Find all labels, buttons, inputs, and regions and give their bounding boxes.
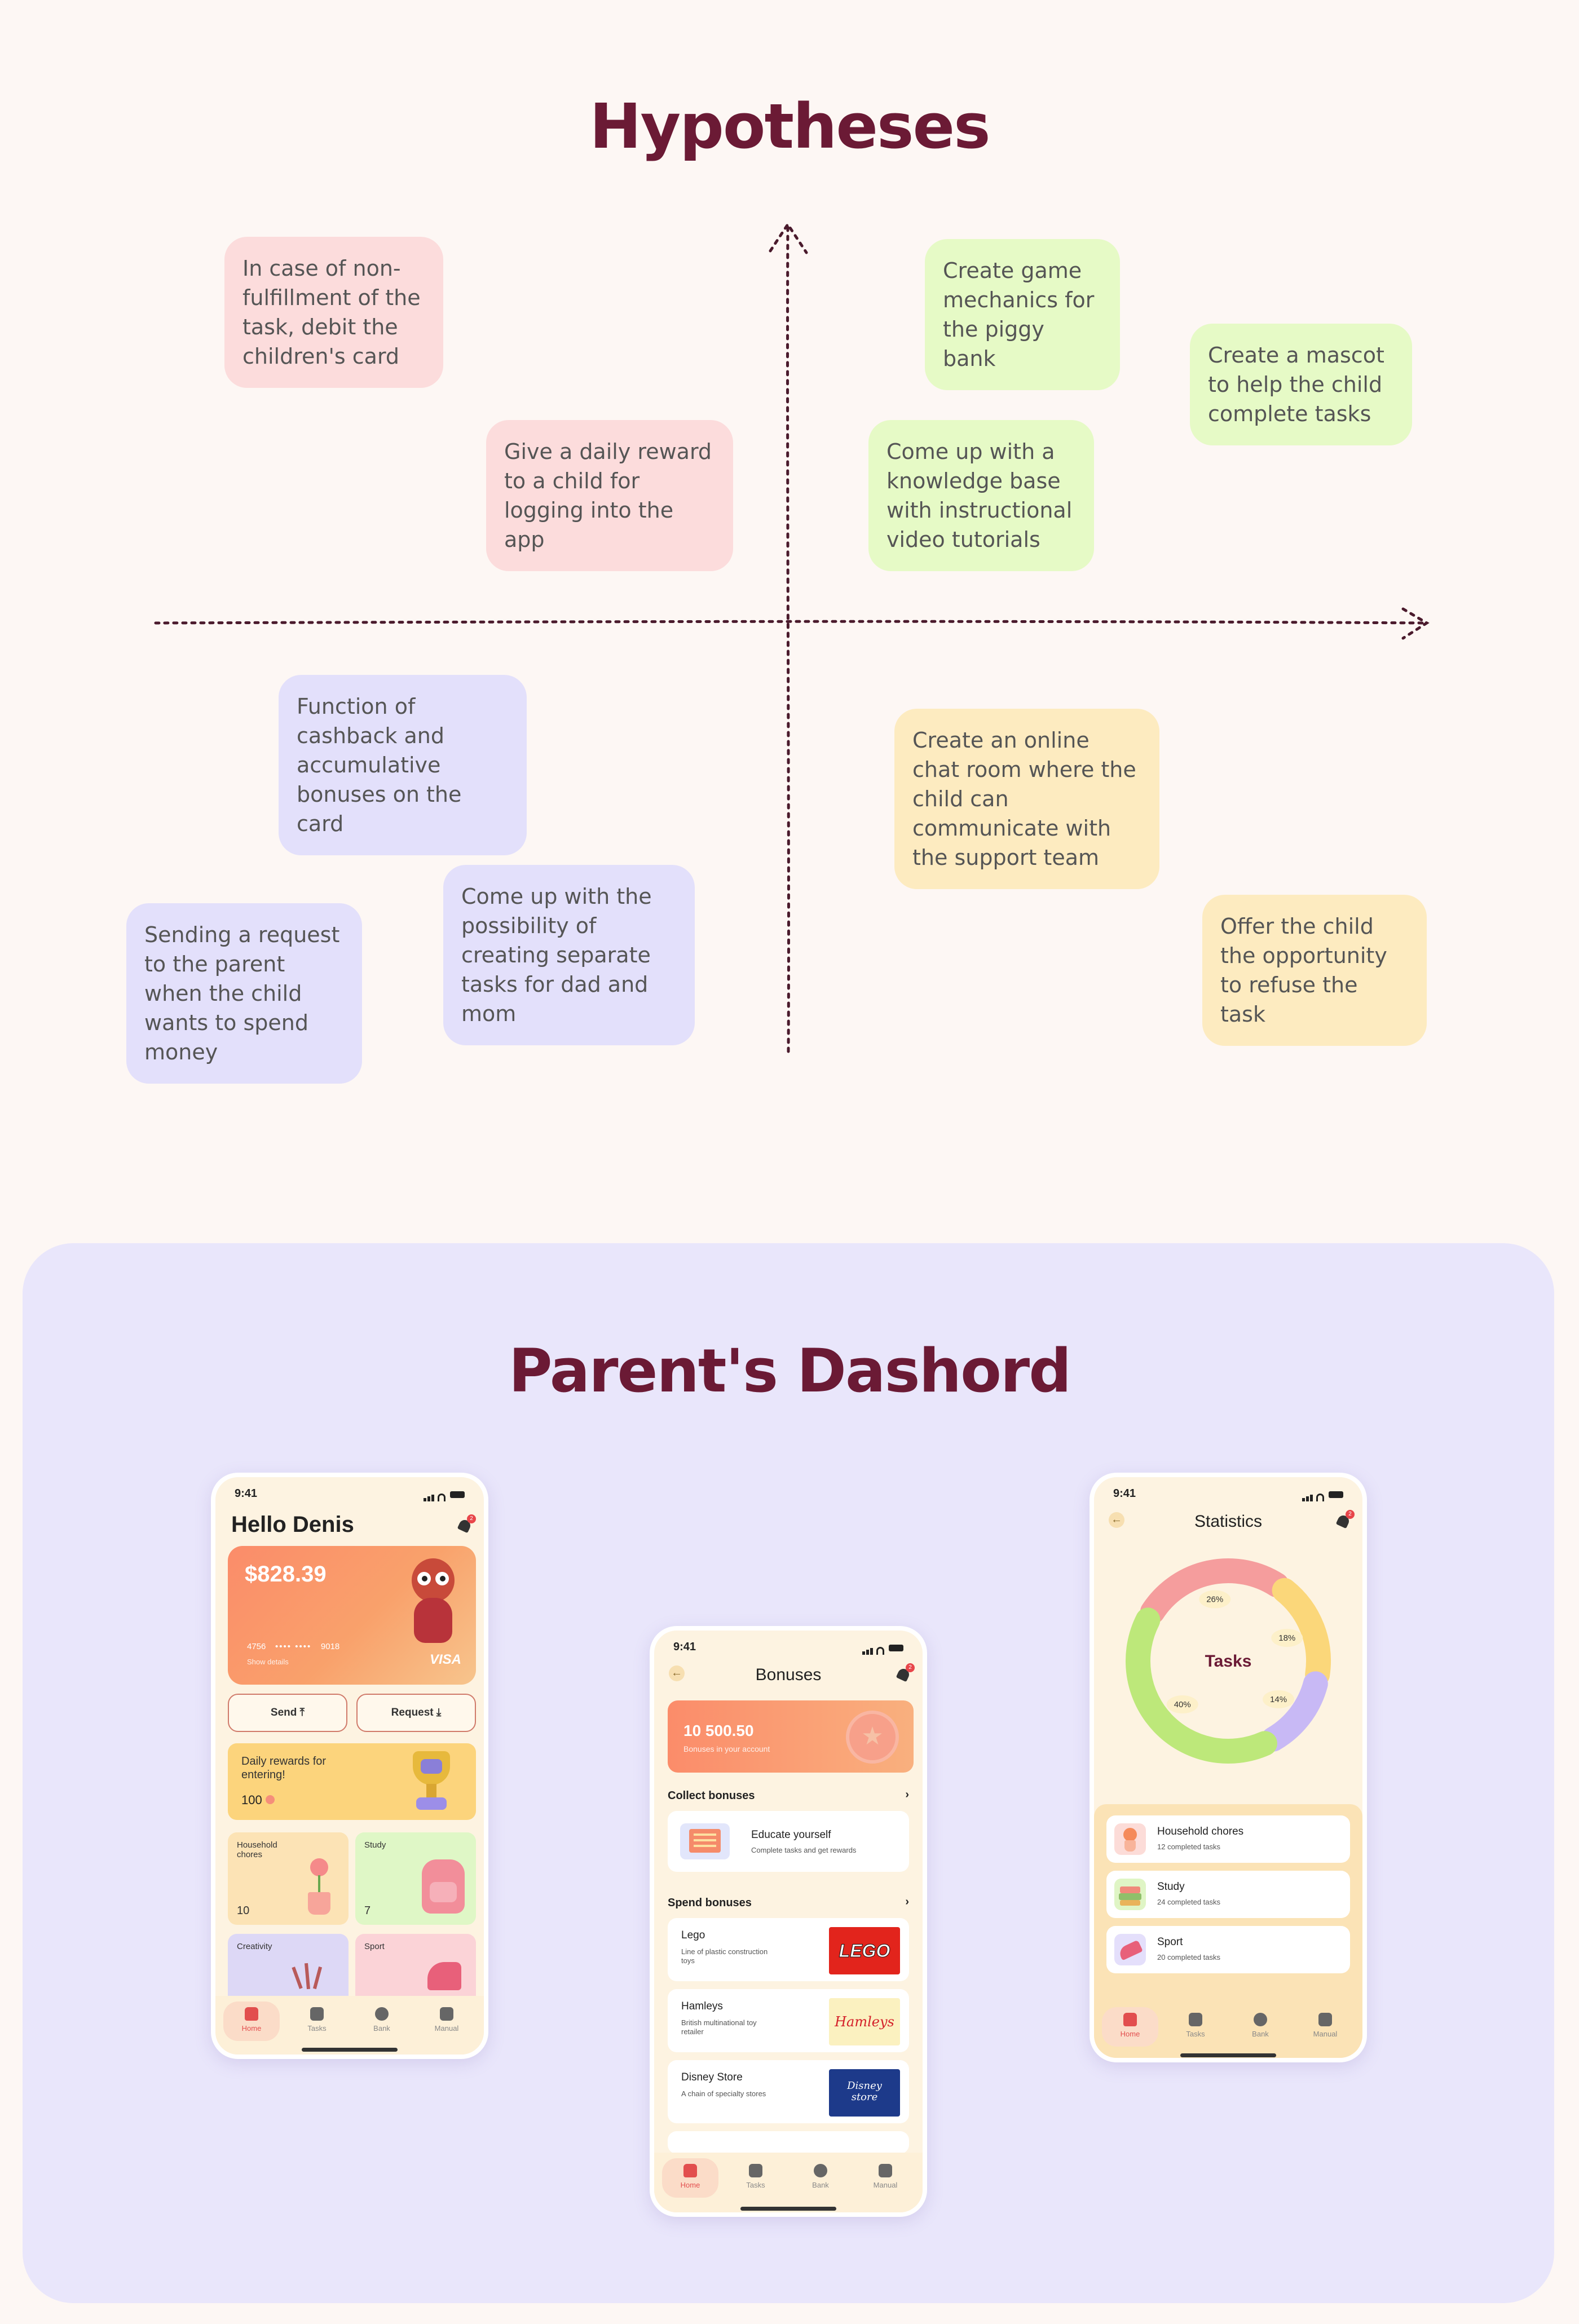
notification-bell-icon[interactable]: 2 — [458, 1518, 473, 1532]
store-row[interactable]: Hamleys British multinational toy retailer Hamleys — [668, 1989, 909, 2052]
reward-title: Daily rewards for entering! — [241, 1755, 327, 1781]
tab-bank[interactable]: Bank — [792, 2158, 849, 2198]
hypotheses-title: Hypotheses — [589, 90, 990, 162]
stat-row[interactable]: Sport 20 completed tasks — [1106, 1926, 1350, 1973]
hypothesis-note: Sending a request to the parent when the child wants to spend money — [126, 903, 362, 1084]
upload-icon: ⤒ — [299, 1707, 305, 1718]
tab-home[interactable]: Home — [662, 2158, 718, 2198]
tab-manual[interactable]: Manual — [1297, 2007, 1353, 2047]
tasks-icon — [749, 2164, 762, 2177]
status-time: 9:41 — [1113, 1487, 1136, 1500]
home-indicator — [740, 2207, 836, 2211]
books-icon — [1114, 1879, 1146, 1910]
slice-label: 14% — [1270, 1694, 1287, 1704]
manual-icon — [1318, 2013, 1332, 2026]
tab-manual[interactable]: Manual — [418, 2002, 475, 2041]
visa-logo: VISA — [429, 1652, 461, 1667]
hypothesis-note: Offer the child the opportunity to refuse the task — [1202, 895, 1427, 1046]
home-indicator — [302, 2048, 398, 2052]
card-number: 4756 •••• •••• 9018 — [247, 1642, 340, 1651]
hypothesis-note: In case of non-fulfillment of the task, debit the children's card — [224, 237, 443, 388]
coin-star-icon: ★ — [846, 1711, 899, 1764]
home-icon — [245, 2007, 258, 2021]
category-tile[interactable]: Sport — [355, 1934, 476, 1996]
balance-card[interactable] — [228, 1546, 476, 1685]
notification-bell-icon[interactable]: 2 — [897, 1667, 911, 1681]
signal-icon — [422, 1488, 465, 1501]
spend-bonuses-heading[interactable]: Spend bonuses › — [668, 1896, 909, 1909]
screen-title: Statistics — [1194, 1512, 1263, 1531]
phone-home — [211, 1473, 488, 2059]
bonus-balance-card[interactable] — [668, 1700, 914, 1773]
tab-tasks[interactable]: Tasks — [727, 2158, 784, 2198]
tasks-donut-chart — [1090, 1548, 1367, 1774]
manual-icon — [879, 2164, 892, 2177]
download-icon: ⤓ — [436, 1707, 442, 1718]
request-button[interactable]: Request ⤓ — [356, 1694, 476, 1732]
brushes-icon — [292, 1961, 326, 1989]
donut-center-label: Tasks — [1205, 1652, 1252, 1671]
flower-pot-icon — [1114, 1823, 1146, 1855]
home-icon — [683, 2164, 697, 2177]
bonus-caption: Bonuses in your account — [683, 1744, 770, 1753]
hypothesis-note: Create a mascot to help the child complete tasks — [1190, 324, 1412, 445]
reward-value: 100 — [241, 1793, 275, 1808]
tab-bar — [1094, 2002, 1362, 2062]
tasks-icon — [1189, 2013, 1202, 2026]
chevron-right-icon: › — [905, 1788, 909, 1801]
bank-icon — [1254, 2013, 1267, 2026]
back-arrow-icon[interactable]: ← — [1109, 1512, 1124, 1528]
stat-row[interactable]: Study 24 completed tasks — [1106, 1871, 1350, 1918]
store-row-partial[interactable] — [668, 2131, 909, 2154]
tab-bar — [654, 2153, 923, 2215]
status-time: 9:41 — [235, 1487, 258, 1500]
hypothesis-note: Create an online chat room where the child can communicate with the support team — [894, 709, 1159, 889]
tasks-icon — [310, 2007, 324, 2021]
signal-icon — [1301, 1488, 1343, 1501]
category-tile[interactable]: Study 7 — [355, 1832, 476, 1925]
signal-icon — [861, 1642, 903, 1655]
status-bar — [235, 1487, 465, 1502]
hypothesis-note: Function of cashback and accumulative bonuses on the card — [279, 675, 527, 855]
slice-label: 40% — [1174, 1700, 1191, 1710]
send-button[interactable]: Send ⤒ — [228, 1694, 347, 1732]
category-tile[interactable]: Creativity — [228, 1934, 349, 1996]
hypothesis-note: Come up with the possibility of creating separate tasks for dad and mom — [443, 865, 695, 1045]
educate-subtitle: Complete tasks and get rewards — [751, 1846, 857, 1854]
tab-bank[interactable]: Bank — [354, 2002, 410, 2041]
owl-mascot — [406, 1558, 460, 1643]
slice-label: 26% — [1206, 1594, 1224, 1605]
educate-card[interactable] — [668, 1811, 909, 1872]
hypothesis-note: Create game mechanics for the piggy bank — [925, 239, 1120, 390]
status-bar — [1113, 1487, 1343, 1502]
dashboard-title: Parent's Dashord — [508, 1336, 1071, 1406]
bank-icon — [375, 2007, 389, 2021]
disney-store-logo: Disney store — [829, 2069, 900, 2117]
status-time: 9:41 — [673, 1641, 696, 1653]
phone-bonuses — [650, 1626, 927, 2217]
store-row[interactable]: Lego Line of plastic construction toys LEGO — [668, 1918, 909, 1981]
back-arrow-icon[interactable]: ← — [669, 1665, 685, 1681]
tab-bank[interactable]: Bank — [1232, 2007, 1289, 2047]
show-details-link[interactable]: Show details — [247, 1658, 289, 1666]
store-row[interactable]: Disney Store A chain of specialty stores Disney store — [668, 2060, 909, 2123]
tab-tasks[interactable]: Tasks — [1167, 2007, 1224, 2047]
flower-pot-icon — [302, 1858, 336, 1915]
sneaker-icon — [1114, 1934, 1146, 1965]
tab-home[interactable]: Home — [223, 2002, 280, 2041]
backpack-icon — [422, 1859, 465, 1914]
book-icon — [680, 1823, 730, 1859]
phone-statistics — [1090, 1473, 1367, 2062]
coin-icon — [266, 1795, 275, 1804]
educate-title: Educate yourself — [751, 1829, 831, 1841]
trophy-icon — [406, 1751, 457, 1813]
home-icon — [1123, 2013, 1137, 2026]
slice-label: 18% — [1278, 1633, 1296, 1643]
daily-reward-card[interactable] — [228, 1743, 476, 1820]
tab-tasks[interactable]: Tasks — [289, 2002, 345, 2041]
hypothesis-note: Give a daily reward to a child for logging into the app — [486, 420, 733, 571]
tab-manual[interactable]: Manual — [857, 2158, 914, 2198]
screen-title: Bonuses — [755, 1665, 822, 1684]
home-indicator — [1180, 2053, 1276, 2057]
balance-amount: $828.39 — [245, 1562, 327, 1587]
lego-logo: LEGO — [829, 1927, 900, 1974]
chevron-right-icon: › — [905, 1896, 909, 1908]
hamleys-logo: Hamleys — [829, 1998, 900, 2045]
tab-home[interactable]: Home — [1102, 2007, 1158, 2047]
donut-slice — [1138, 1620, 1265, 1751]
notification-bell-icon[interactable]: 2 — [1337, 1513, 1351, 1528]
status-bar — [673, 1641, 903, 1655]
manual-icon — [440, 2007, 453, 2021]
stat-row[interactable]: Household chores 12 completed tasks — [1106, 1815, 1350, 1863]
collect-bonuses-heading[interactable]: Collect bonuses › — [668, 1788, 909, 1802]
category-tile[interactable]: Household chores 10 — [228, 1832, 349, 1925]
hypothesis-note: Come up with a knowledge base with instructional video tutorials — [868, 420, 1094, 571]
tab-bar — [215, 1996, 484, 2058]
greeting: Hello Denis — [231, 1512, 354, 1537]
bank-icon — [814, 2164, 827, 2177]
sneaker-icon — [427, 1962, 461, 1990]
bonus-amount: 10 500.50 — [683, 1722, 754, 1739]
